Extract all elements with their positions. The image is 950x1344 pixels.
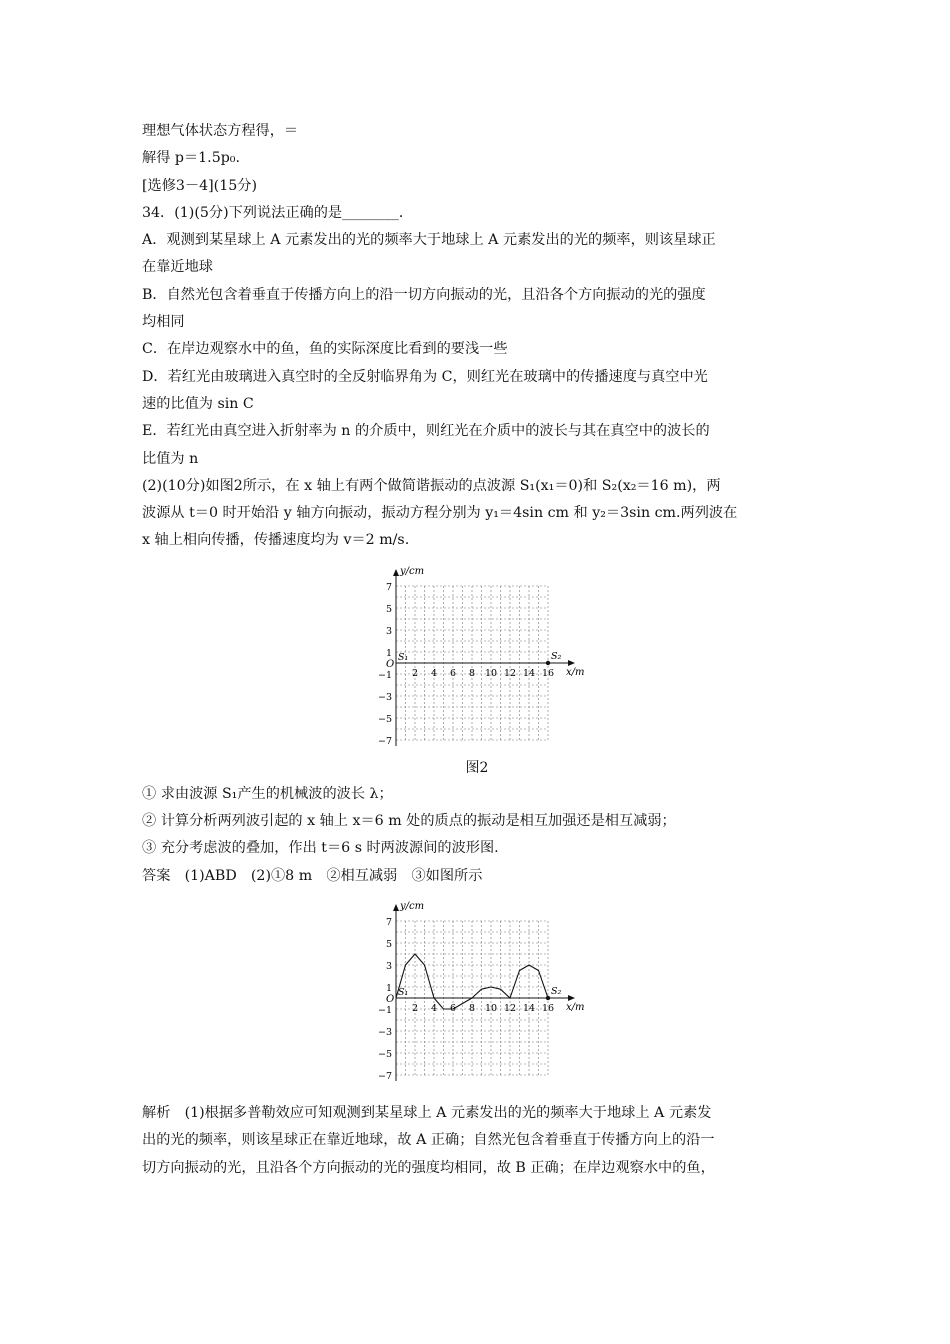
figure-caption: 图2 [465,759,489,776]
y-tick-label: −1 [377,669,392,681]
text-line: (2)(10分)如图2所示，在 x 轴上有两个做简谐振动的点波源 S₁(x₁＝0)和 S₂(x₂＝16 m)，两 [142,477,721,494]
x-tick-label: 2 [411,667,419,679]
y-axis-arrow [393,904,399,911]
x-tick-label: 2 [411,1002,419,1014]
answer-wave-figure [362,890,592,1090]
y-tick-label: 5 [385,603,392,615]
text-line: 34．(1)(5分)下列说法正确的是________． [142,204,414,221]
y-tick-label: −3 [377,1026,392,1038]
source-s2-label: S₂ [551,650,562,662]
x-tick-label: 12 [503,1002,517,1014]
x-axis-arrow [568,660,575,666]
y-tick-label: 7 [385,916,392,928]
y-tick-label: 1 [385,982,392,994]
text-line: 解得 p＝1.5p₀. [142,150,240,167]
question-text [142,118,812,555]
y-tick-label: −5 [377,1048,392,1060]
source-s2-label: S₂ [551,985,562,997]
y-tick-label: −7 [377,1070,392,1082]
text-line: 解析 (1)根据多普勒效应可知观测到某星球上 A 元素发出的光的频率大于地球上 A 元素发 [142,1104,712,1121]
y-tick-label: −5 [377,713,392,725]
text-line: 波源从 t＝0 时开始沿 y 轴方向振动，振动方程分别为 y₁＝4sin cm 和 y₂＝3sin cm.两列波在 [142,505,738,522]
text-line: 均相同 [142,314,185,331]
origin-label: O [386,993,395,1005]
x-axis-label: x/m [566,666,585,678]
y-tick-label: −3 [377,691,392,703]
y-axis-label: y/cm [400,565,425,577]
x-tick-label: 14 [522,1002,536,1014]
x-tick-label: 14 [522,667,536,679]
x-tick-label: 16 [541,667,555,679]
text-line: ① 求由波源 S₁产生的机械波的波长 λ； [142,785,393,802]
text-line: E．若红光由真空进入折射率为 n 的介质中，则红光在介质中的波长与其在真空中的波长的 [142,423,710,440]
x-tick-label: 16 [541,1002,555,1014]
x-axis-arrow [568,995,575,1001]
x-tick-label: 10 [484,667,498,679]
x-tick-label: 12 [503,667,517,679]
y-axis-label: y/cm [400,900,425,912]
x-axis-label: x/m [566,1001,585,1013]
x-tick-label: 10 [484,1002,498,1014]
y-tick-label: 3 [385,960,392,972]
text-line: C．在岸边观察水中的鱼，鱼的实际深度比看到的要浅一些 [142,341,508,358]
x-tick-label: 8 [468,1002,476,1014]
x-tick-label: 6 [449,1002,457,1014]
text-line: 理想气体状态方程得，＝ [142,123,299,139]
x-tick-label: 6 [449,667,457,679]
y-tick-label: −1 [377,1004,392,1016]
text-line: 比值为 n [142,450,199,467]
y-tick-label: −7 [377,735,392,747]
source-s1-label: S₁ [398,986,409,998]
text-line: B．自然光包含着垂直于传播方向上的沿一切方向振动的光，且沿各个方向振动的光的强度 [142,286,706,303]
y-axis-arrow [393,569,399,576]
text-line: [选修3－4](15分) [142,177,257,194]
text-line: 切方向振动的光，且沿各个方向振动的光的强度均相同，故 B 正确；在岸边观察水中的鱼， [142,1159,715,1176]
text-line: A．观测到某星球上 A 元素发出的光的频率大于地球上 A 元素发出的光的频率，则该星球正 [142,232,716,249]
analysis-text [142,1100,812,1182]
text-line: D．若红光由玻璃进入真空时的全反射临界角为 C，则红光在玻璃中的传播速度与真空中光 [142,368,708,385]
x-tick-label: 4 [430,1002,438,1014]
sub-questions-and-answer [142,781,812,890]
y-tick-label: 1 [385,647,392,659]
text-line: x 轴上相向传播，传播速度均为 v＝2 m/s. [142,532,410,549]
text-line: ② 计算分析两列波引起的 x 轴上 x＝6 m 处的质点的振动是相互加强还是相互减弱； [142,813,676,830]
y-tick-label: 7 [385,581,392,593]
text-line: ③ 充分考虑波的叠加，作出 t＝6 s 时两波源间的波形图. [142,840,499,857]
text-line: 在靠近地球 [142,259,213,276]
document-page [142,118,812,1182]
text-line: 答案 (1)ABD (2)①8 m ②相互减弱 ③如图所示 [142,867,483,884]
y-tick-label: 3 [385,625,392,637]
origin-label: O [386,658,395,670]
x-tick-label: 4 [430,667,438,679]
text-line: 出的光的频率，则该星球正在靠近地球，故 A 正确；自然光包含着垂直于传播方向上的沿一 [142,1132,715,1149]
source-s1-label: S₁ [398,651,409,663]
figure-2-blank-axes [362,555,592,755]
text-line: 速的比值为 sin C [142,395,254,412]
source-s2-point [546,661,550,665]
x-tick-label: 8 [468,667,476,679]
y-tick-label: 5 [385,938,392,950]
